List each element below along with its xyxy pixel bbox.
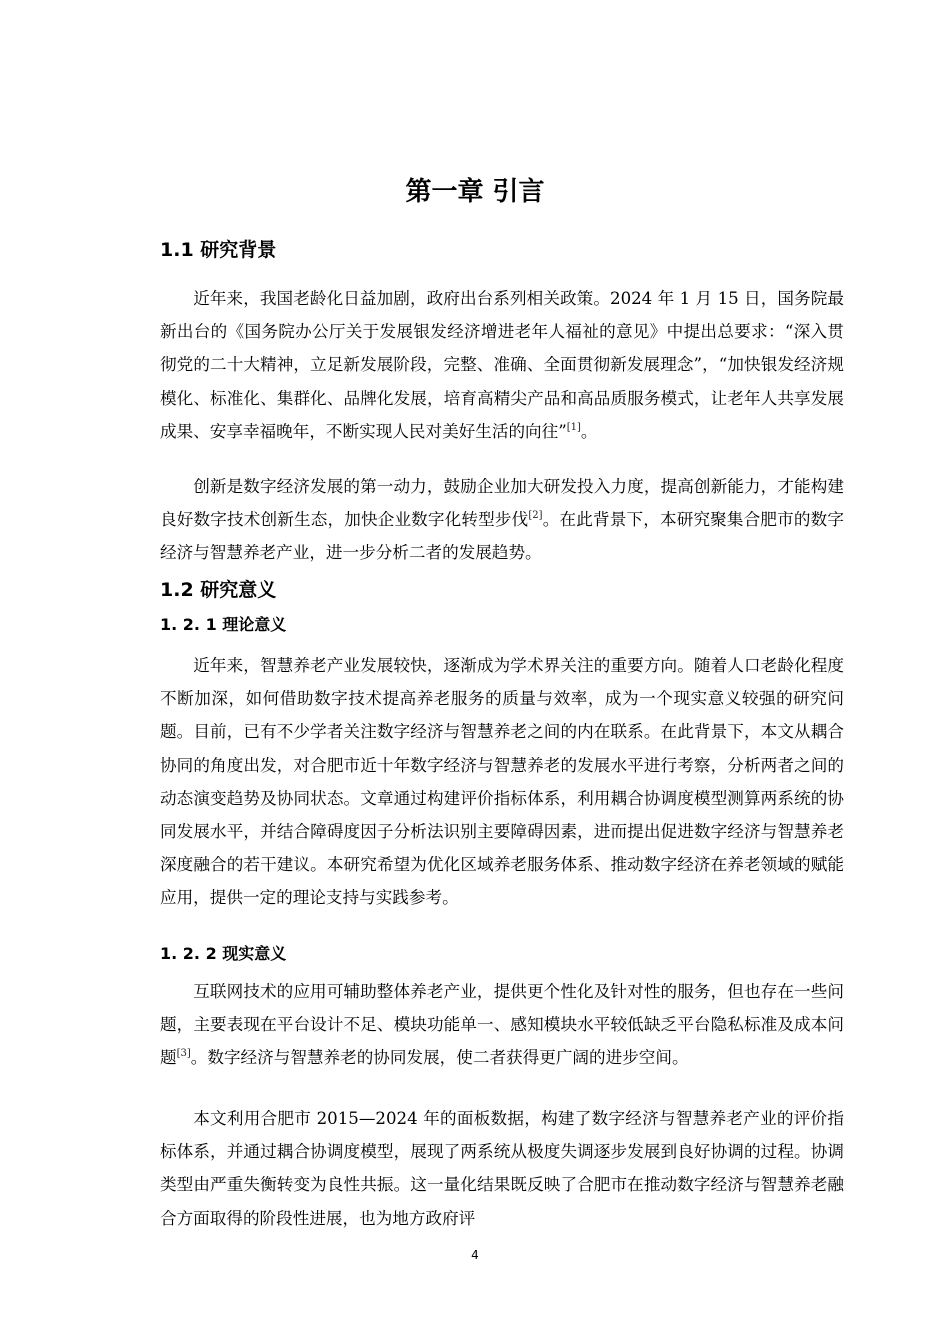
chapter-title: 第一章 引言 bbox=[405, 177, 545, 207]
paragraph-background-2 bbox=[160, 470, 844, 570]
paragraph-text: 近年来，我国老龄化日益加剧，政府出台系列相关政策。2024 年 1 月 15 日，国务院最新出台的《国务院办公厅关于发展银发经济增进老年人福祉的意见》中提出总要求：“深入贯彻党的二十大精神，立足新发展阶段，完整、准确、全面贯彻新发展理念”，“加快银发经济规模化、标准化、集群化、品牌化发展，培育高精尖产品和高品质服务模式，让老年人共享发展成果、安享幸福晚年，不断实现人民对美好生活的向往” bbox=[160, 289, 844, 441]
subsection-heading-1-2-1: 1. 2. 1 理论意义 bbox=[160, 615, 287, 634]
citation-ref-2[interactable]: [2] bbox=[528, 510, 543, 522]
citation-ref-1[interactable]: [1] bbox=[566, 421, 581, 433]
paragraph-background-1 bbox=[160, 282, 844, 448]
citation-ref-3[interactable]: [3] bbox=[176, 1048, 191, 1060]
paragraph-tail: 。 bbox=[580, 421, 598, 441]
section-heading-1-1: 1.1 研究背景 bbox=[160, 239, 277, 261]
paragraph-practice-2 bbox=[160, 1102, 844, 1235]
paragraph-tail: 。在此背景下，本研究聚集合肥市的数字经济与智慧养老产业，进一步分析二者的发展趋势。 bbox=[160, 510, 844, 563]
section-heading-1-2: 1.2 研究意义 bbox=[160, 579, 277, 601]
paragraph-theory bbox=[160, 649, 844, 915]
paragraph-text: 近年来，智慧养老产业发展较快，逐渐成为学术界关注的重要方向。随着人口老龄化程度不断加深，如何借助数字技术提高养老服务的质量与效率，成为一个现实意义较强的研究问题。目前，已有不少学者关注数字经济与智慧养老之间的内在联系。在此背景下，本文从耦合协同的角度出发，对合肥市近十年数字经济与智慧养老的发展水平进行考察，分析两者之间的动态演变趋势及协同状态。文章通过构建评价指标体系，利用耦合协调度模型测算两系统的协同发展水平，并结合障碍度因子分析法识别主要障碍因素，进而提出促进数字经济与智慧养老深度融合的若干建议。本研究希望为优化区域养老服务体系、推动数字经济在养老领域的赋能应用，提供一定的理论支持与实践参考。 bbox=[160, 656, 844, 908]
paragraph-tail: 。数字经济与智慧养老的协同发展，使二者获得更广阔的进步空间。 bbox=[190, 1048, 689, 1068]
page-number: 4 bbox=[471, 1248, 479, 1262]
paragraph-practice-1 bbox=[160, 975, 844, 1075]
paragraph-text: 互联网技术的应用可辅助整体养老产业，提供更个性化及针对性的服务，但也存在一些问题，主要表现在平台设计不足、模块功能单一、感知模块水平较低缺乏平台隐私标准及成本问题 bbox=[160, 982, 844, 1068]
paragraph-text: 本文利用合肥市 2015—2024 年的面板数据，构建了数字经济与智慧养老产业的评价指标体系，并通过耦合协调度模型，展现了两系统从极度失调逐步发展到良好协调的过程。协调类型由严重失衡转变为良性共振。这一量化结果既反映了合肥市在推动数字经济与智慧养老融合方面取得的阶段性进展，也为地方政府评 bbox=[160, 1109, 844, 1228]
paragraph-text: 创新是数字经济发展的第一动力，鼓励企业加大研发投入力度，提高创新能力，才能构建良好数字技术创新生态，加快企业数字化转型步伐 bbox=[160, 477, 844, 530]
subsection-heading-1-2-2: 1. 2. 2 现实意义 bbox=[160, 944, 287, 963]
